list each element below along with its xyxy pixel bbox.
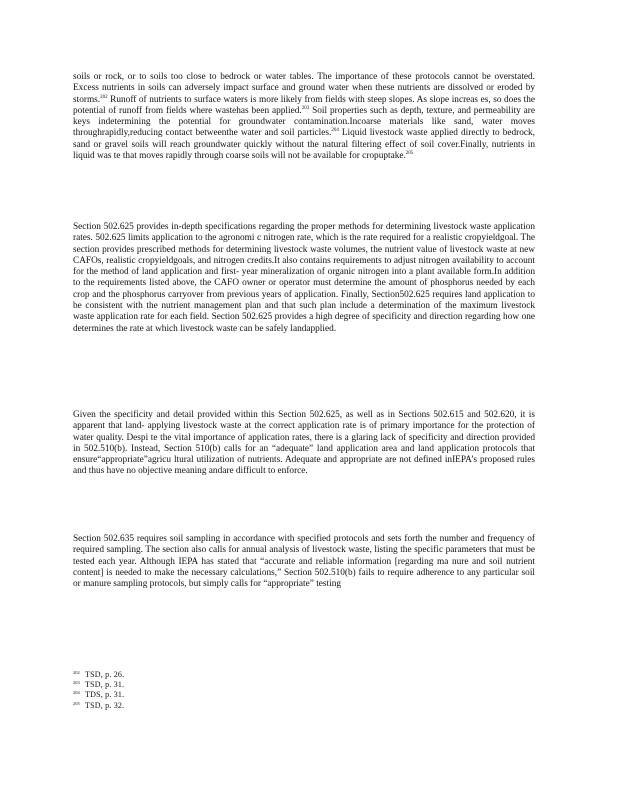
body-paragraph: [73, 72, 535, 162]
paragraph-text: Section 502.635 requires soil sampling in accordance with specified protocols and sets forth the number and frequency of required sampling. The section also calls for annual analysis of livestock waste, listing the specific parameters that must be tested each year. Although IEPA has stated that “accurate and reliable information [regarding ma nure and soil nutrient content] is needed to make the necessary calculations,” Section 502.510(b) fails to require adherence to any particular soil or manure sampling protocols, but simply calls for “appropriate” testing: [73, 534, 535, 590]
footnote-reference: 205: [405, 151, 414, 157]
footnote: [73, 670, 124, 680]
footnote-number: 205: [73, 700, 80, 706]
paragraph-text: Section 502.625 provides in-depth specifications regarding the proper methods for determining livestock waste application rates. 502.625 limits application to the agronomi c nitrogen rate, which is the rate required for a realistic cropyieldgoal. The section provides prescribed methods for determining livestock waste volumes, the nutrient value of livestock waste at new CAFOs, realistic cropyieldgoals, and nitrogen credits.It also contains requirements to adjust nitrogen availability to account for the method of land application and first- year mineralization of organic nitrogen into a plant available form.In addition to the requirements listed above, the CAFO owner or operator must determine the amount of phosphorus needed by each crop and the phosphorus carryover from previous years of application. Finally, Section502.625 requires land application to be consistent with the nutrient management plan and that such plan include a determination of the maximum livestock waste application rate for each field. Section 502.625 provides a high degree of specificity and direction regarding how one determines the rate at which livestock waste can be safely landapplied.: [73, 222, 535, 334]
paragraph-text: Liquid livestock waste applied directly to bedrock, sand or gravel soils will reach groundwater quickly without the natural filtering effect of soil cover.Finally, nutrients in liquid was te that moves rapidly through coarse soils will not be available for cropuptake.: [73, 128, 535, 162]
footnote-number: 204: [73, 690, 80, 696]
footnote: [73, 680, 124, 690]
footnote-reference: 204: [331, 128, 339, 134]
body-paragraph: [73, 222, 535, 335]
footnote-text: TSD, p. 32.: [85, 700, 125, 710]
footnote-number: 203: [73, 680, 80, 686]
footnote-reference: 203: [301, 105, 310, 111]
footnote: [73, 701, 124, 711]
footnote-text: TSD, p. 26.: [85, 670, 125, 679]
paragraph-text: Runoff of nutrients to surface waters is more likely from fields with steep slopes. As slope increas es, so does the potential of runoff from fields where wastehas been applied.: [73, 94, 535, 116]
paragraph-text: Soil properties such as depth, texture, and permeability are keys indetermining the potential for groundwater contamination.Incoarse materials like sand, water moves throughrapidly,reducing contact betweenthe water and soil particles.: [73, 105, 535, 139]
footnotes: [73, 670, 124, 711]
footnote-text: TSD, p. 31.: [85, 680, 125, 690]
paragraph-text: soils or rock, or to soils too close to bedrock or water tables. The importance of these protocols cannot be overstated. Excess nutrients in soils can adversely impact surface and ground water when these nutrients are dissolved or eroded by storms.: [73, 72, 535, 105]
paragraph-text: Given the specificity and detail provided within this Section 502.625, as well as in Sections 502.615 and 502.620, it is apparent that land- applying livestock waste at the correct application rate is of primary importance for the protection of water quality. Despi te the vital importance of application rates, there is a glaring lack of specificity and direction provided in 502.510(b). Instead, Section 510(b) calls for an “adequate” land application area and land application protocols that ensure“appropriate”agricu ltural utilization of nutrients. Adequate and appropriate are not defined inIEPA’s proposed rules and thus have no objective meaning andare difficult to enforce.: [73, 410, 535, 477]
body-paragraph: [73, 410, 535, 478]
body-paragraph: [73, 534, 535, 590]
footnote: [73, 690, 124, 700]
footnote-text: TDS, p. 31.: [85, 690, 125, 700]
footnote-reference: 202: [100, 94, 108, 100]
footnote-number: 202: [73, 670, 80, 675]
